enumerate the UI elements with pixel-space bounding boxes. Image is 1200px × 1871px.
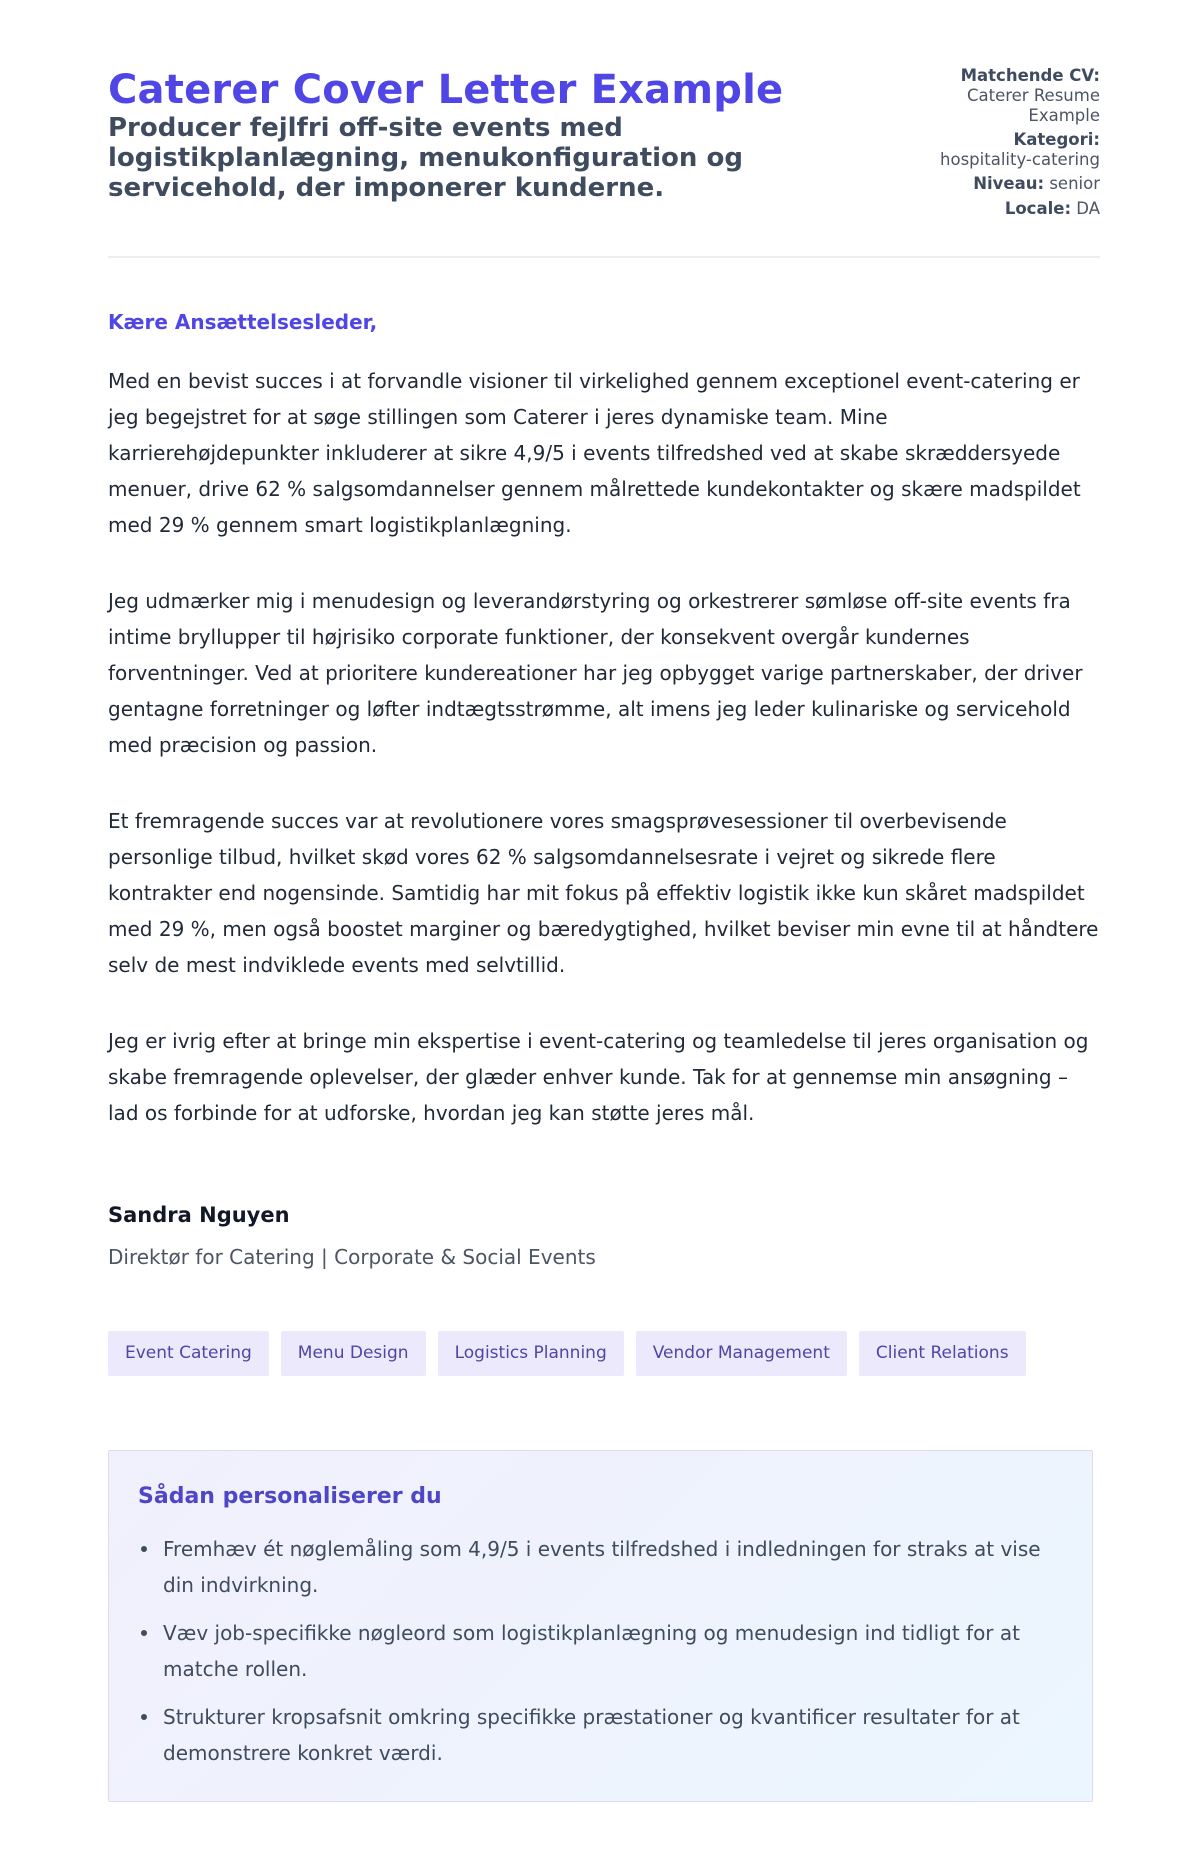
letter-paragraph: Med en bevist succes i at forvandle visioner til virkelighed gennem exceptionel event-catering er jeg begejstret for at søge stillingen som Caterer i jeres dynamiske team. Mine karrierehøjdepunkter inkluderer at sikre 4,9/5 i events tilfredshed ved at skabe skræddersyede menuer, drive 62 % salgsomdannelser gennem målrettede kundekontakter og skære madspildet med 29 % gennem smart logistikplanlægning. — [108, 369, 1081, 537]
page-subtitle: Producer fejlfri off-site events med logistikplanlægning, menukonfiguration og servicehold, der imponerer kunderne. — [108, 113, 743, 203]
meta-level-label: Niveau: — [973, 174, 1045, 193]
tip-item — [138, 1615, 1063, 1687]
tip-item — [138, 1699, 1063, 1771]
page-header — [108, 0, 1100, 258]
meta-level — [900, 174, 1100, 194]
meta-locale-label: Locale: — [1004, 199, 1072, 218]
letter-paragraph: Et fremragende succes var at revolutionere vores smagsprøvesessioner til overbevisende personlige tilbud, hvilket skød vores 62 % salgsomdannelsesrate i vejret og sikrede flere kontrakter end nogensinde. Samtidig har mit fokus på effektiv logistik ikke kun skåret madspildet med 29 %, men også boostet marginer og bæredygtighed, hvilket beviser min evne til at håndtere selv de mest indviklede events med selvtillid. — [108, 809, 1099, 977]
skill-tag: Logistics Planning — [438, 1331, 624, 1376]
tips-list — [138, 1531, 1063, 1771]
skill-tag: Event Catering — [108, 1331, 269, 1376]
signature-name: Sandra Nguyen — [108, 1203, 290, 1227]
tip-item — [138, 1531, 1063, 1603]
meta-locale — [900, 199, 1100, 219]
bullet-icon — [141, 1630, 147, 1636]
signature-role: Direktør for Catering | Corporate & Social Events — [108, 1245, 596, 1269]
tips-title: Sådan personaliserer du — [138, 1484, 442, 1509]
skill-tag: Menu Design — [281, 1331, 426, 1376]
meta-locale-value: DA — [1076, 199, 1100, 218]
meta-matching-cv-value: Caterer Resume Example — [966, 86, 1100, 125]
skill-tag: Vendor Management — [636, 1331, 847, 1376]
bullet-icon — [141, 1546, 147, 1552]
letter-paragraph: Jeg er ivrig efter at bringe min ekspertise i event-catering og teamledelse til jeres organisation og skabe fremragende oplevelser, der glæder enhver kunde. Tak for at gennemse min ansøgning – lad os forbinde for at udforske, hvordan jeg kan støtte jeres mål. — [108, 1029, 1089, 1125]
meta-panel — [900, 66, 1100, 224]
letter-paragraph: Jeg udmærker mig i menudesign og leverandørstyring og orkestrerer sømløse off-site events fra intime bryllupper til højrisiko corporate funktioner, der konsekvent overgår kundernes forventninger. Ved at prioritere kundereationer har jeg opbygget varige partnerskaber, der driver gentagne forretninger og løfter indtægtsstrømme, alt imens jeg leder kulinariske og servicehold med præcision og passion. — [108, 589, 1083, 757]
cover-letter-page — [108, 0, 1100, 1765]
bullet-icon — [141, 1714, 147, 1720]
letter-body — [108, 363, 1100, 1171]
meta-category — [900, 130, 1100, 170]
meta-matching-cv-label: Matchende CV: — [960, 66, 1100, 85]
meta-category-value: hospitality-catering — [940, 150, 1100, 169]
tip-text: Strukturer kropsafsnit omkring specifikke præstationer og kvantificer resultater for at demonstrere konkret værdi. — [163, 1705, 1020, 1765]
page-title: Caterer Cover Letter Example — [108, 67, 784, 113]
skill-tags — [108, 1331, 1026, 1376]
meta-level-value: senior — [1049, 174, 1100, 193]
tip-text: Væv job-specifikke nøgleord som logistikplanlægning og menudesign ind tidligt for at matche rollen. — [163, 1621, 1020, 1681]
personalization-tips — [108, 1450, 1093, 1802]
letter-greeting: Kære Ansættelsesleder, — [108, 310, 378, 334]
tip-text: Fremhæv ét nøglemåling som 4,9/5 i events tilfredshed i indledningen for straks at vise din indvirkning. — [163, 1537, 1041, 1597]
skill-tag: Client Relations — [859, 1331, 1026, 1376]
meta-category-label: Kategori: — [1013, 130, 1100, 149]
meta-matching-cv — [900, 66, 1100, 126]
